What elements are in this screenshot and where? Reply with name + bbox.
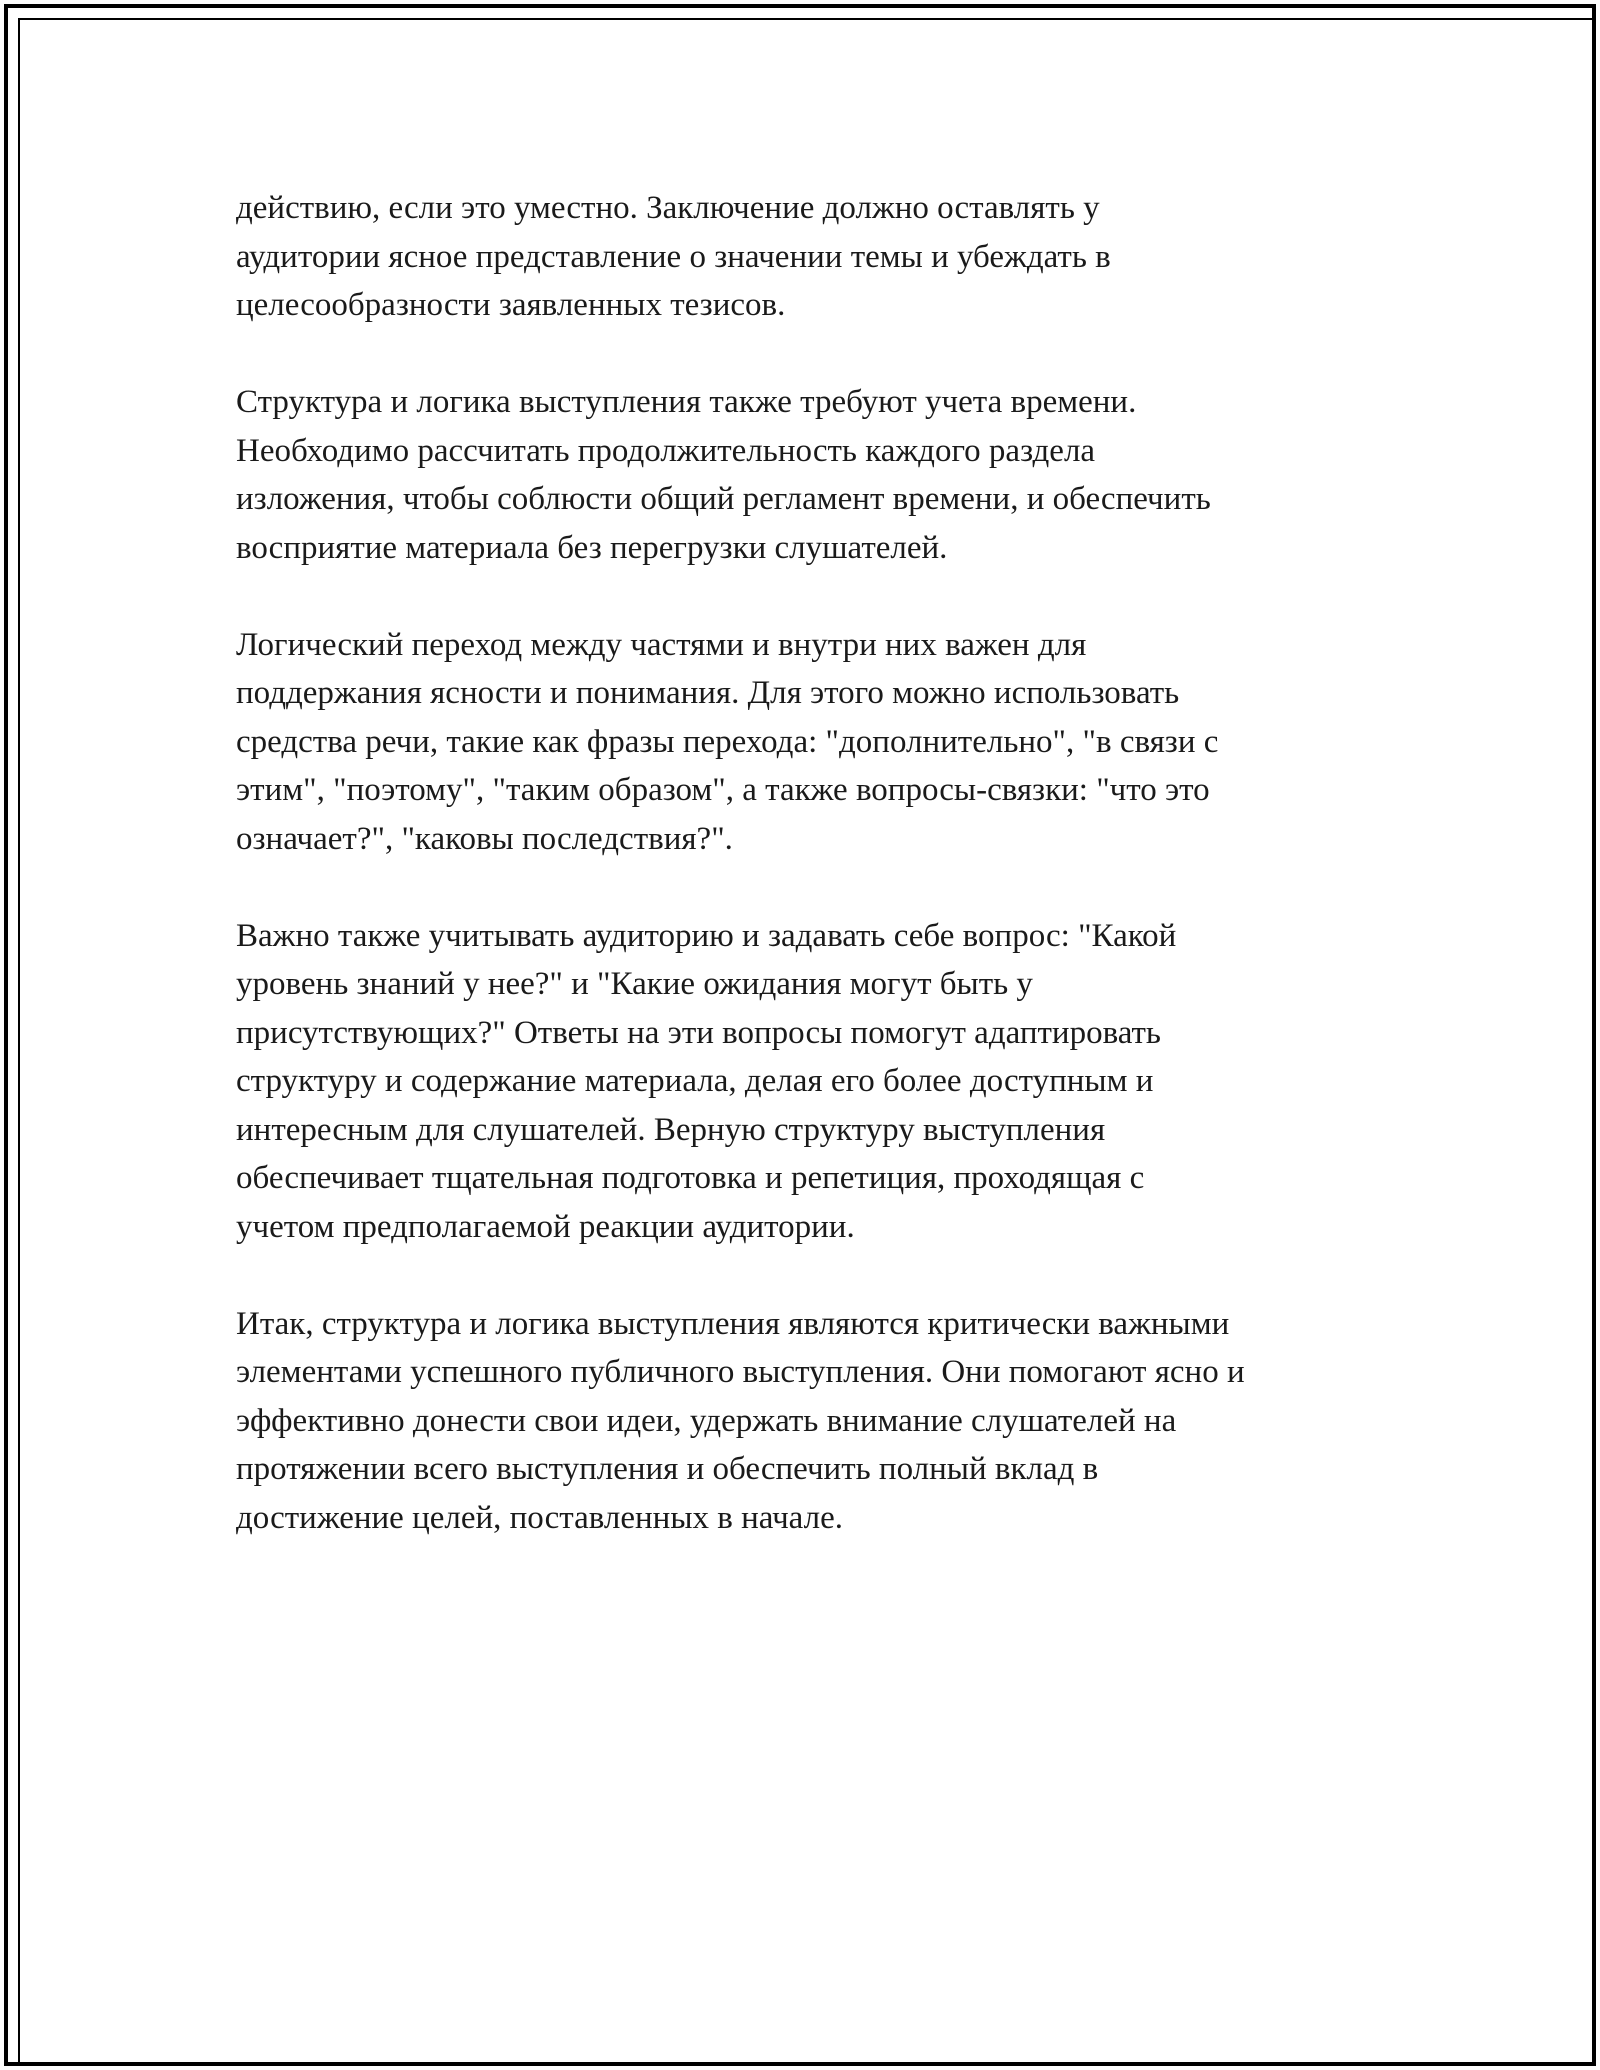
paragraph-conclusion: действию, если это уместно. Заключение должно оставлять у аудитории ясное представление о значении темы и убеждать в целесообразности заявленных тезисов. — [236, 190, 1111, 323]
document-body — [236, 184, 1376, 1591]
paragraph-timing: Структура и логика выступления также требуют учета времени. Необходимо рассчитать продолжительность каждого раздела изложения, чтобы соблюсти общий регламент времени, и обеспечить восприятие материала без перегрузки слушателей. — [236, 384, 1211, 566]
paragraph-audience: Важно также учитывать аудиторию и задавать себе вопрос: "Какой уровень знаний у нее?" и "Какие ожидания могут быть у присутствующих?" Ответы на эти вопросы помогут адаптировать структуру и содержание материала, делая его более доступным и интересным для слушателей. Верную структуру выступления обеспечивает тщательная подготовка и репетиция, проходящая с учетом предполагаемой реакции аудитории. — [236, 917, 1177, 1245]
paragraph-summary: Итак, структура и логика выступления являются критически важными элементами успешного публичного выступления. Они помогают ясно и эффективно донести свои идеи, удержать внимание слушателей на протяжении всего выступления и обеспечить полный вклад в достижение целей, поставленных в начале. — [236, 1305, 1245, 1536]
paragraph-transitions: Логический переход между частями и внутри них важен для поддержания ясности и понимания. Для этого можно использовать средства речи, такие как фразы перехода: "дополнительно", "в связи с этим", "поэтому", "таким образом", а также вопросы-связки: "что это означает?", "каковы последствия?". — [236, 626, 1219, 857]
